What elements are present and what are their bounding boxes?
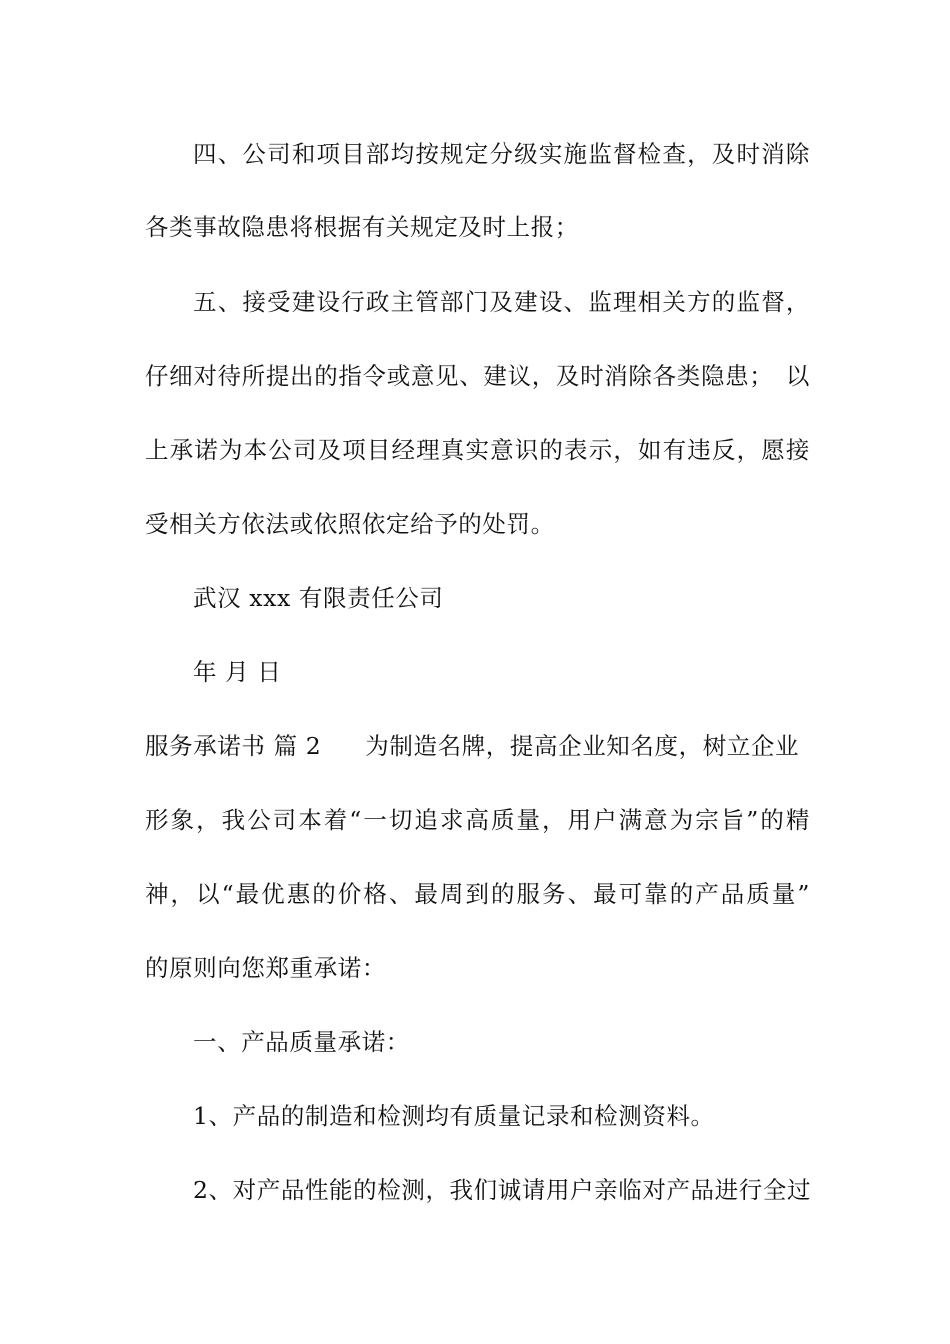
quality-item-1: 1、产品的制造和检测均有质量记录和检测资料。 [193,1102,715,1130]
intro-line-4: 的原则向您郑重承诺： [145,954,386,982]
subsection-heading-quality: 一、产品质量承诺： [193,1028,410,1056]
company-signature: 武汉 xxx 有限责任公司 [193,584,444,612]
quality-item-2: 2、对产品性能的检测，我们诚请用户亲临对产品进行全过 [193,1176,812,1204]
paragraph-five-line-3: 上承诺为本公司及项目经理真实意识的表示，如有违反，愿接 [145,436,810,464]
paragraph-four-line-1: 四、公司和项目部均按规定分级实施监督检查，及时消除 [193,140,810,168]
signature-date: 年 月 日 [193,658,282,686]
paragraph-five-line-1: 五、接受建设行政主管部门及建设、监理相关方的监督， [193,288,810,316]
paragraph-four-line-2: 各类事故隐患将根据有关规定及时上报； [145,213,579,241]
intro-line-3: 神，以“最优惠的价格、最周到的服务、最可靠的产品质量” [145,880,810,908]
paragraph-five-line-2: 仔细对待所提出的指令或意见、建议，及时消除各类隐患； 以 [145,362,810,390]
section-title: 服务承诺书 篇 2 [145,732,322,760]
paragraph-five-line-4: 受相关方依法或依照依定给予的处罚。 [145,510,555,538]
section-heading-line [145,726,810,766]
intro-line-2: 形象，我公司本着“一切追求高质量，用户满意为宗旨”的精 [145,806,810,834]
intro-line-1: 为制造名牌，提高企业知名度，树立企业 [365,732,800,760]
